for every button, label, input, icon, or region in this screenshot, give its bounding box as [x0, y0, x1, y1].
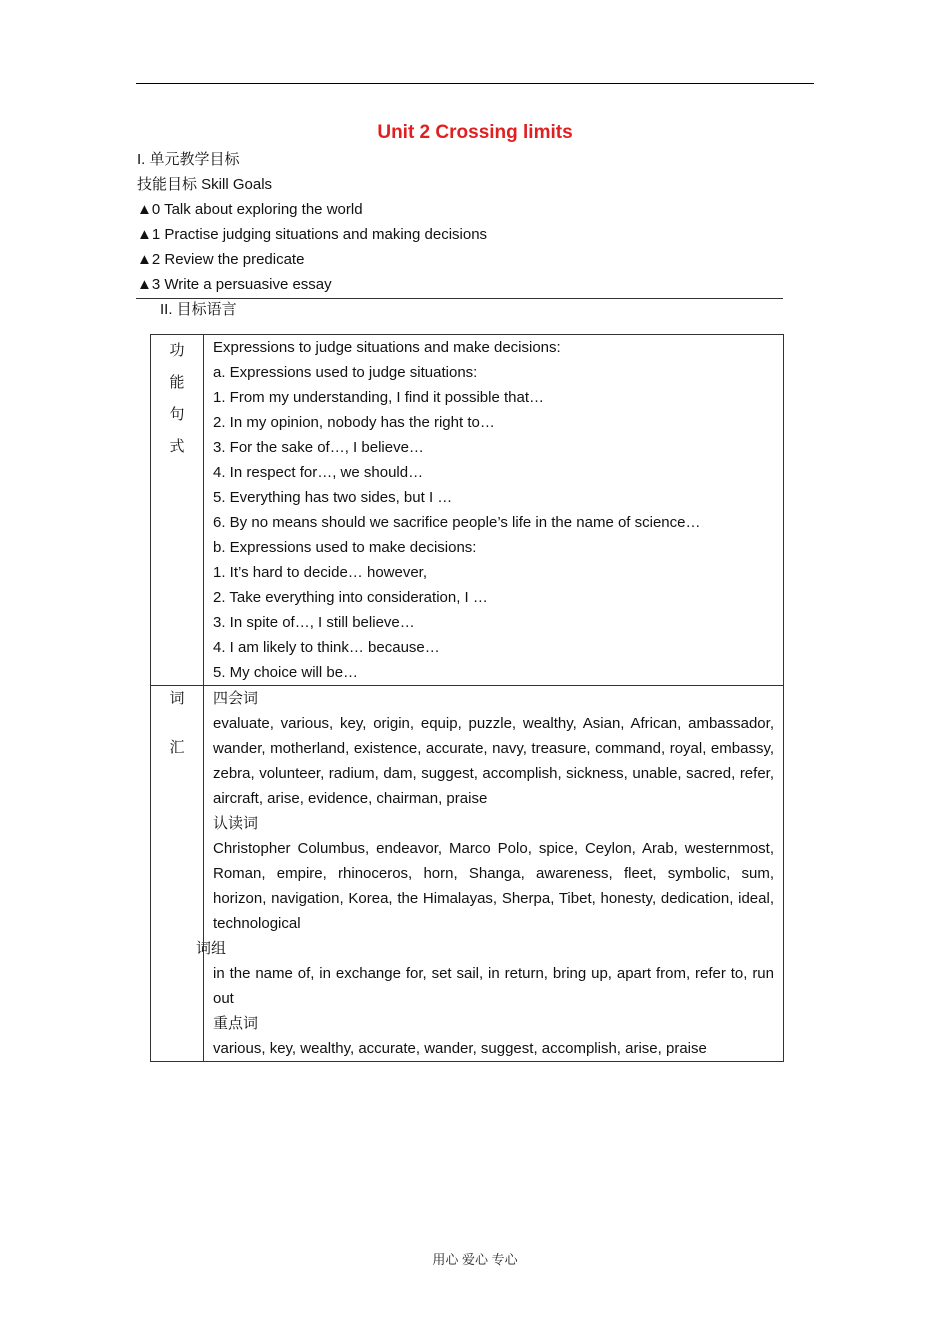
vocab-group-words: various, key, wealthy, accurate, wander, suggest, accomplish, arise, praise: [213, 1040, 707, 1057]
vocab-group-heading: 四会词: [213, 690, 259, 707]
expression-line: 2. Take everything into consideration, I …: [213, 589, 488, 606]
expression-line: 1. It’s hard to decide… however,: [213, 564, 428, 581]
expression-line: 3. For the sake of…, I believe…: [213, 439, 424, 456]
label-char: 功: [169, 342, 185, 359]
label-char: 式: [169, 438, 185, 455]
expression-line: 3. In spite of…, I still believe…: [213, 614, 415, 631]
functional-sentences-content: [204, 335, 784, 686]
vocab-group-words: evaluate, various, key, origin, equip, puzzle, wealthy, Asian, African, ambassador, wander, motherland, existence, accurate, navy, treasure, command, royal, embassy, zebra, volunteer, radium, dam, suggest, accomplish, sickness, unable, sacred, refer, aircraft, arise, evidence, chairman, praise: [213, 715, 774, 807]
page-title: Unit 2 Crossing limits: [377, 122, 573, 143]
expression-line: b. Expressions used to make decisions:: [213, 539, 477, 556]
page-footer: 用心 爱心 专心: [432, 1252, 518, 1267]
expression-line: 2. In my opinion, nobody has the right to…: [213, 414, 495, 431]
label-char: 词: [169, 690, 185, 707]
goal-item: ▲3 Write a persuasive essay: [137, 276, 332, 293]
vocabulary-label: [151, 686, 204, 1062]
skill-goals-heading: 技能目标 Skill Goals: [137, 176, 273, 193]
expression-line: 6. By no means should we sacrifice people’s life in the name of science…: [213, 514, 701, 531]
label-char: 能: [169, 374, 185, 391]
label-char: 句: [169, 406, 185, 423]
section-2-heading: II. 目标语言: [160, 301, 237, 318]
header-rule: [136, 83, 814, 84]
expression-line: Expressions to judge situations and make decisions:: [213, 339, 561, 356]
vocabulary-content: [196, 686, 784, 1062]
goal-item: ▲1 Practise judging situations and making decisions: [137, 226, 488, 243]
vocab-group-heading: 认读词: [213, 815, 259, 832]
functional-sentences-label: [151, 335, 204, 686]
section-divider: [136, 298, 783, 299]
expression-line: 1. From my understanding, I find it possible that…: [213, 389, 544, 406]
vocab-group-words: in the name of, in exchange for, set sail, in return, bring up, apart from, refer to, run out: [213, 965, 774, 1007]
expression-line: 5. Everything has two sides, but I …: [213, 489, 453, 506]
label-char: 汇: [169, 739, 185, 756]
table-row: [151, 335, 784, 686]
table-row: [151, 686, 784, 1062]
target-language-table: [150, 334, 784, 1062]
vocab-group-words: Christopher Columbus, endeavor, Marco Polo, spice, Ceylon, Arab, westernmost, Roman, empire, rhinoceros, horn, Shanga, awareness, fleet, symbolic, sum, horizon, navigation, Korea, the Himalayas, Sherpa, Tibet, honesty, dedication, ideal, technological: [213, 840, 774, 932]
goal-item: ▲0 Talk about exploring the world: [137, 201, 363, 218]
vocab-group-heading: 词组: [196, 940, 227, 957]
expression-line: 4. In respect for…, we should…: [213, 464, 424, 481]
goal-item: ▲2 Review the predicate: [137, 251, 305, 268]
section-1-heading: I. 单元教学目标: [137, 151, 240, 168]
vocab-group-heading: 重点词: [213, 1015, 259, 1032]
expression-line: 4. I am likely to think… because…: [213, 639, 440, 656]
expression-line: a. Expressions used to judge situations:: [213, 364, 478, 381]
expression-line: 5. My choice will be…: [213, 664, 359, 681]
